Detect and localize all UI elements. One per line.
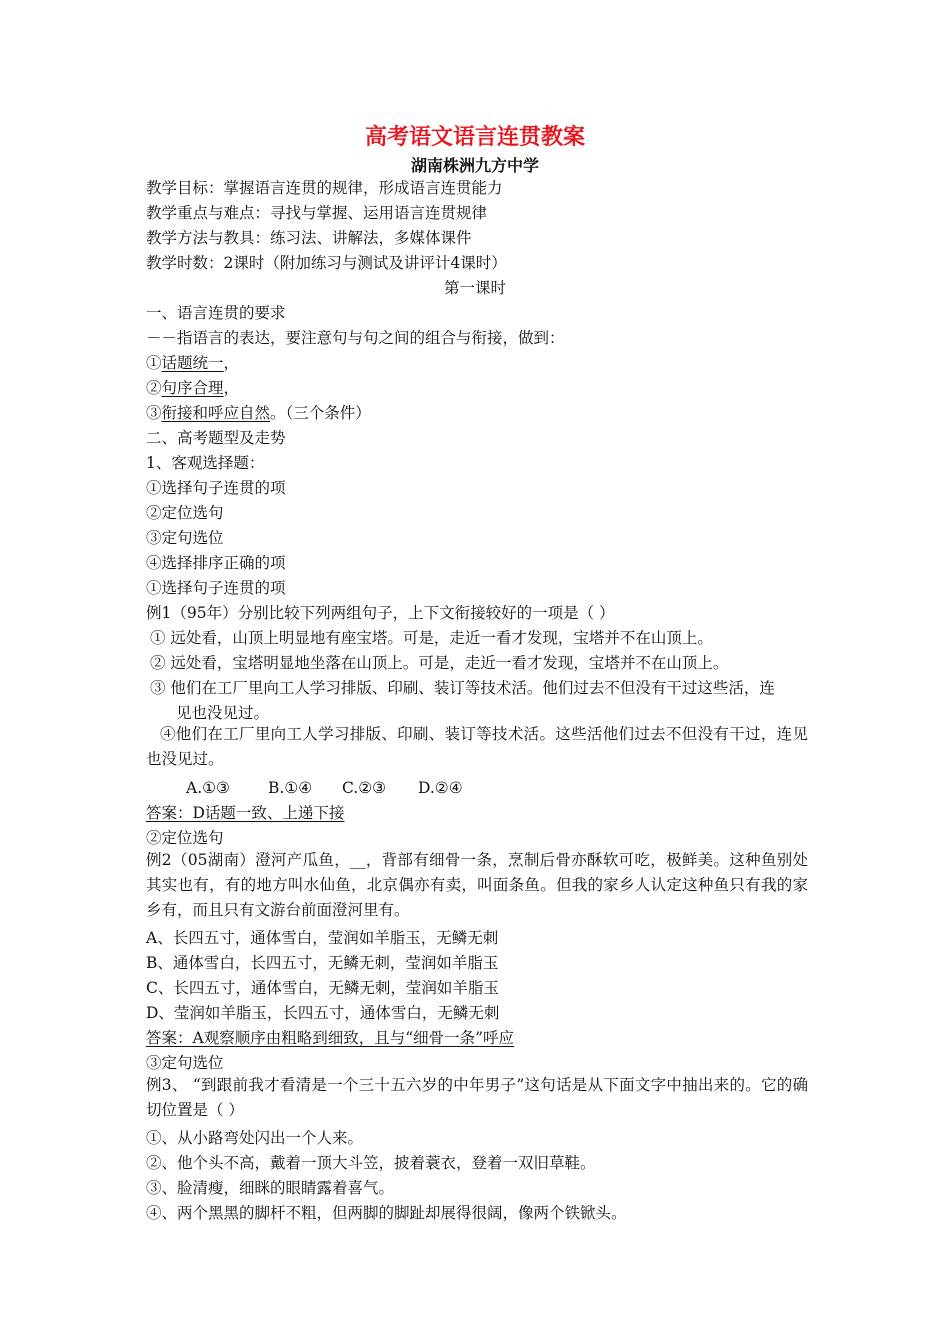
- example3-question: 例3、 “到跟前我才看清是一个三十五六岁的中年男子”这句话是从下面文字中抽出来的。它的确切位置是（ ）: [146, 1076, 808, 1119]
- req-tail: ，: [223, 379, 240, 397]
- choice-c: C.②③: [342, 779, 387, 797]
- teaching-method: 教学方法与教具：练习法、讲解法，多媒体课件: [146, 229, 472, 247]
- example1-option-2: ② 远处看，宝塔明显地坐落在山顶上。可是，走近一看才发现，宝塔并不在山顶上。: [150, 654, 729, 672]
- example1-option-1: ① 远处看，山顶上明显地有座宝塔。可是，走近一看才发现，宝塔并不在山顶上。: [150, 629, 713, 647]
- req-text: 话题统一: [161, 354, 224, 372]
- example1-option-3-cont: 见也没见过。: [176, 704, 270, 722]
- example2-heading: ②定位选句: [146, 829, 224, 847]
- req-num: ①: [146, 354, 162, 372]
- type-4: ④选择排序正确的项: [146, 554, 286, 572]
- req-num: ③: [146, 404, 162, 422]
- section2-heading: 二、高考题型及走势: [146, 429, 286, 447]
- req-num: ②: [146, 379, 162, 397]
- teaching-hours: 教学时数：2课时（附加练习与测试及讲评计4课时）: [146, 254, 507, 272]
- section2-sub: 1、客观选择题：: [146, 454, 265, 472]
- choice-d: D.②④: [418, 779, 463, 797]
- choice-a: A.①③: [186, 779, 230, 797]
- document-title: 高考语文语言连贯教案: [364, 125, 585, 150]
- school-name: 湖南株洲九方中学: [410, 156, 539, 175]
- teaching-goal: 教学目标：掌握语言连贯的规律，形成语言连贯能力: [146, 179, 503, 197]
- example2-option-a: A、长四五寸，通体雪白，莹润如羊脂玉，无鳞无刺: [146, 929, 499, 947]
- requirement-2: [146, 378, 239, 398]
- example3-sentence-2: ②、他个头不高，戴着一顶大斗笠，披着蓑衣，登着一双旧草鞋。: [146, 1154, 596, 1172]
- type-1: ①选择句子连贯的项: [146, 479, 286, 497]
- example1-option-3: ③ 他们在工厂里向工人学习排版、印刷、装订等技术活。他们过去不但没有干过这些活，连: [150, 679, 775, 697]
- example2-question: 例2（05湖南）澄河产瓜鱼，__，背部有细骨一条，烹制后骨亦酥软可吃，极鲜美。这种鱼别处其实也有，有的地方叫水仙鱼，北京偶亦有卖，叫面条鱼。但我的家乡人认定这种鱼只有我的家乡有，而且只有文游台前面澄河里有。: [146, 851, 808, 919]
- example2-option-c: C、长四五寸，通体雪白，无鳞无刺，莹润如羊脂玉: [146, 979, 499, 997]
- example3-sentence-1: ①、从小路弯处闪出一个人来。: [146, 1129, 364, 1147]
- type-1-again: ①选择句子连贯的项: [146, 579, 286, 597]
- choice-b: B.①④: [268, 779, 313, 797]
- lesson-heading: 第一课时: [443, 279, 506, 297]
- example1-answer: 答案：D话题一致、上递下接: [146, 804, 345, 822]
- example3-sentence-4: ④、两个黑黑的脚杆不粗，但两脚的脚趾却展得很阔，像两个铁锨头。: [146, 1204, 627, 1222]
- example3-heading: ③定句选位: [146, 1054, 224, 1072]
- section1-heading: 一、语言连贯的要求: [146, 304, 286, 322]
- requirement-3: [146, 403, 371, 423]
- example1-choices: [186, 778, 463, 798]
- type-3: ③定句选位: [146, 529, 224, 547]
- example2-option-b: B、通体雪白，长四五寸，无鳞无刺，莹润如羊脂玉: [146, 954, 499, 972]
- example2-option-d: D、莹润如羊脂玉，长四五寸，通体雪白，无鳞无刺: [146, 1004, 500, 1022]
- type-2: ②定位选句: [146, 504, 224, 522]
- req-text: 衔接和呼应自然: [161, 404, 271, 422]
- requirement-1: [146, 353, 239, 373]
- req-tail: 。（三个条件）: [270, 404, 371, 422]
- example1-question: 例1（95年）分别比较下列两组句子，上下文衔接较好的一项是（ ）: [146, 604, 615, 622]
- teaching-focus: 教学重点与难点：寻找与掌握、运用语言连贯规律: [146, 204, 488, 222]
- req-text: 句序合理: [161, 379, 224, 397]
- example1-option-4: ④他们在工厂里向工人学习排版、印刷、装订等技术活。这些活他们过去不但没有干过，连见也没见过。: [146, 725, 808, 768]
- example2-answer: 答案：A观察顺序由粗略到细致，且与“细骨一条”呼应: [146, 1029, 515, 1047]
- section1-intro: －－指语言的表达，要注意句与句之间的组合与衔接，做到：: [146, 329, 565, 347]
- req-tail: ，: [223, 354, 240, 372]
- example3-sentence-3: ③、脸清瘦，细眯的眼睛露着喜气。: [146, 1179, 395, 1197]
